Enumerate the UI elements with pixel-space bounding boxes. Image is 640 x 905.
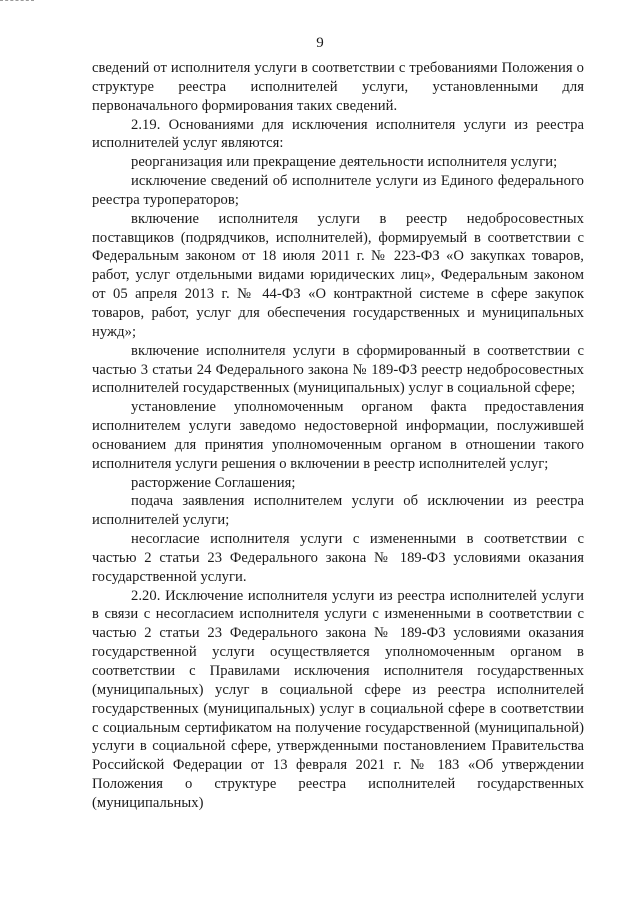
paragraph-tour-operators-registry: исключение сведений об исполнителе услуги из Единого федерального реестра туроператоров; (92, 173, 584, 208)
paragraph-exclusion-application: подача заявления исполнителем услуги об исключении из реестра исполнителей услуги; (92, 493, 584, 529)
paragraph-unfair-suppliers-registry: включение исполнителя услуги в реестр недобросовестных поставщиков (подрядчиков, исполнителей), формируемый в соответствии с Федеральным законом от 18 июля 2011 г. № 223-ФЗ «О закупках товаров, работ, услуг отдельными видами юридических лиц», Федеральным законом от 05 апреля 2013 г. № 44-ФЗ «О контрактной системе в сфере закупок товаров, работ, услуг для обеспечения государственных и муниципальных нужд»; (92, 210, 584, 340)
paragraph-reorganization: реорганизация или прекращение деятельности исполнителя услуги; (131, 154, 558, 171)
paragraph-2-19-heading: 2.19. Основаниями для исключения исполнителя услуги из реестра исполнителей услуг являются: (92, 116, 584, 152)
paragraph-disagreement-conditions: несогласие исполнителя услуги с измененными в соответствии с частью 2 статьи 23 Федерального закона № 189-ФЗ условиями оказания государственной услуги. (92, 531, 584, 585)
paragraph-continuation: сведений от исполнителя услуги в соответствии с требованиями Положения о структуре реестра исполнителей услуги, установленными для первоначального формирования таких сведений. (92, 60, 584, 114)
paragraph-agreement-termination: расторжение Соглашения; (131, 474, 296, 491)
scan-edge-mark (0, 0, 34, 4)
paragraph-unfair-executors-registry: включение исполнителя услуги в сформированный в соответствии с частью 3 статьи 24 Федерального закона № 189-ФЗ реестр недобросовестных исполнителей государственных (муниципальных) услуг в социальной сфере; (92, 342, 584, 397)
paragraph-false-information: установление уполномоченным органом факта предоставления исполнителем услуги заведомо недостоверной информации, послужившей основанием для принятия уполномоченным органом в отношении такого исполнителя услуги решения о включении в реестр исполнителей услуг; (92, 399, 584, 472)
paragraph-2-20: 2.20. Исключение исполнителя услуги из реестра исполнителей услуги в связи с несогласием исполнителя услуги с измененными в соответствии с частью 2 статьи 23 Федерального закона № 189-ФЗ условиями оказания государственной услуги осуществляется уполномоченным органом в соответствии с Правилами исключения исполнителя государственных (муниципальных) услуг в социальной сфере из реестра исполнителей государственных (муниципальных) услуг в социальной сфере в соответствии с социальным сертификатом на получение государственной (муниципальной) услуги в социальной сфере, утвержденными постановлением Правительства Российской Федерации от 13 февраля 2021 г. № 183 «Об утверждении Положения о структуре реестра исполнителей государственных (муниципальных) (92, 587, 584, 811)
document-body (92, 59, 584, 813)
page-number: 9 (316, 35, 324, 51)
